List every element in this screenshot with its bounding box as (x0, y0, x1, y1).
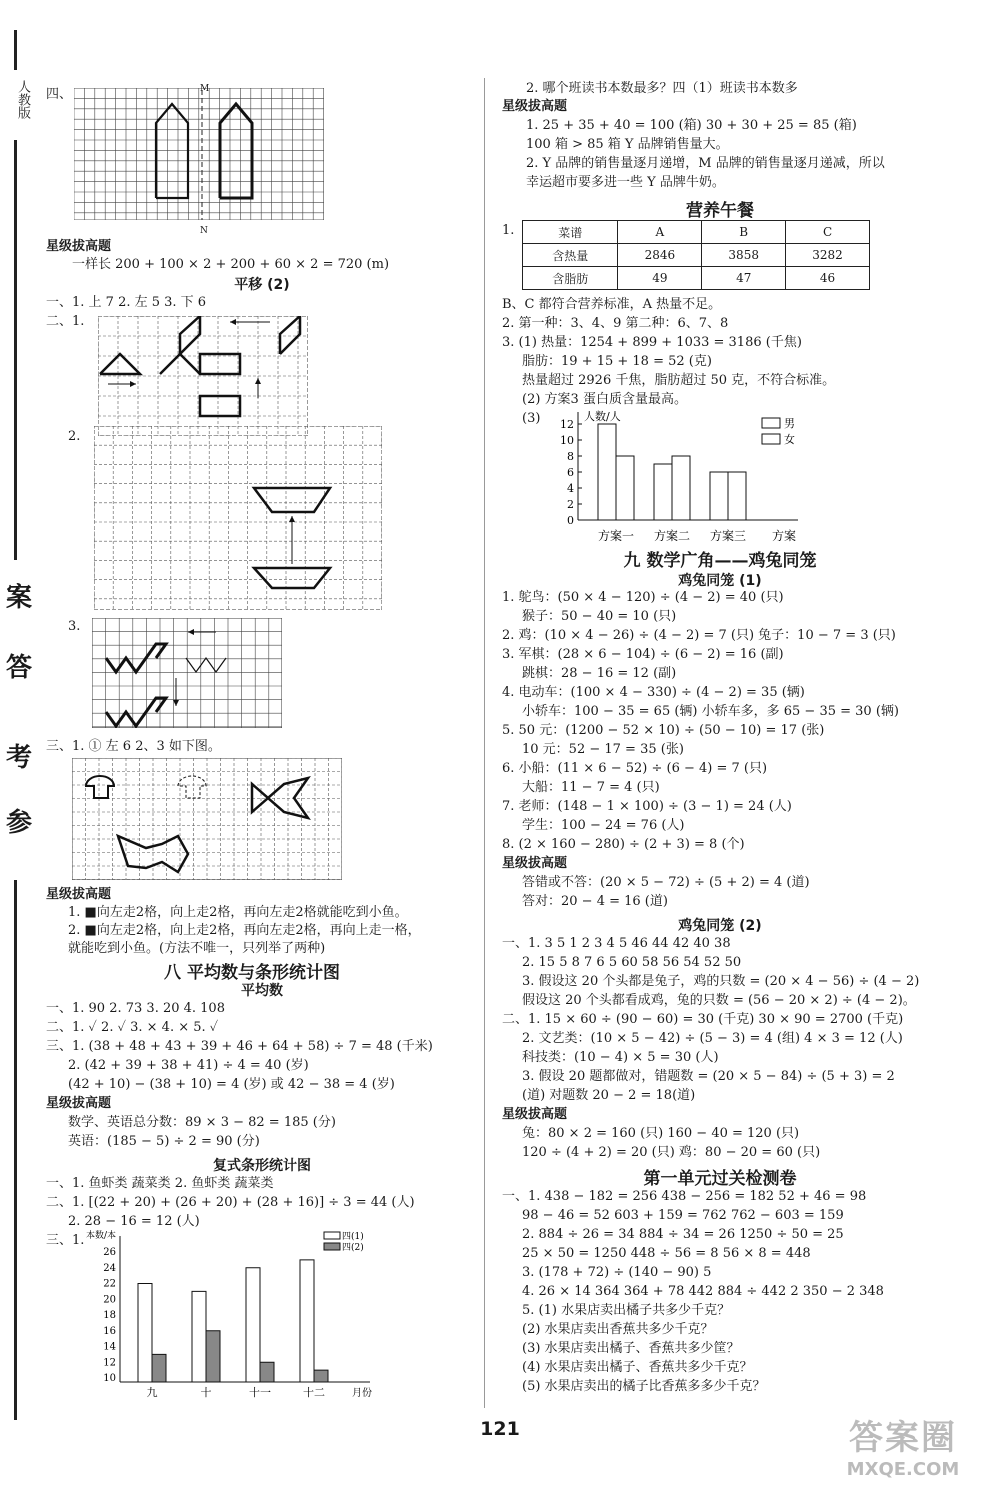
cr2-line-3: 3. 假设这 20 个头都是兔子，鸡的只数 = (20 × 4 − 56) ÷ (4 − 2) (522, 974, 920, 989)
pingyi-answer-2: 二、1. (46, 314, 85, 329)
right-line-1: 2. 哪个班读书本数最多？四（1）班读书本数多 (526, 81, 798, 96)
pingyi-answer-3: 2. (68, 429, 81, 444)
legend-swatch-2 (324, 1243, 340, 1250)
cr2-line-4: 假设这 20 个头都看成鸡，兔的只数 = (56 − 20 × 2) ÷ (4 − 2)。 (522, 993, 916, 1008)
right-line-8: 3. (1) 热量：1254 + 899 + 1033 = 3186 (千焦) (502, 335, 802, 350)
bar-chart-plans (548, 408, 848, 544)
cr2-line-8: 3. 假设 20 题都做对，错题数 = (20 × 5 − 84) ÷ (5 + 3) = 2 (522, 1069, 895, 1084)
bar-male (654, 464, 672, 520)
cr2-line-9: (道) 对题数 20 − 2 = 18(道) (522, 1088, 696, 1103)
legend-label-1: 四(1) (342, 1232, 364, 1242)
axis-label-m: M (200, 84, 210, 94)
x-tick-label: 方案 (771, 529, 797, 543)
u1-line-4: 25 × 50 = 1250 448 ÷ 56 = 8 56 × 8 = 448 (522, 1246, 811, 1261)
table-question-number: 1. (502, 223, 515, 238)
cr1-line-13: 学生：100 − 24 = 76 (人) (522, 818, 685, 833)
y-tick-label: 10 (560, 434, 574, 447)
x-tick-label: 十二 (303, 1386, 325, 1399)
title-chicken-rabbit-2: 鸡兔同笼 (2) (678, 918, 762, 934)
compound-answer-1: 一、1. 鱼虾类 蔬菜类 2. 鱼虾类 蔬菜类 (46, 1176, 274, 1191)
section-title-stars-3: 星级拔高题 (46, 1096, 112, 1111)
bar-female (672, 456, 690, 520)
page-number: 121 (480, 1418, 520, 1440)
cr1-line-11: 大船：11 − 7 = 4 (只) (522, 780, 660, 795)
table-header-cell: 菜谱 (523, 221, 618, 244)
unit8-title: 八 平均数与条形统计图 (164, 963, 340, 983)
unit9-title: 九 数学广角——鸡兔同笼 (623, 551, 817, 571)
bar-series-1 (300, 1260, 314, 1382)
legend-swatch-male (762, 418, 780, 428)
table-cell: 3858 (702, 244, 786, 267)
y-axis-label: 本数/本 (86, 1231, 117, 1241)
y-tick-label: 10 (103, 1373, 116, 1384)
legend-label-2: 四(2) (342, 1243, 364, 1253)
bar-series-1 (246, 1268, 260, 1382)
y-tick-label: 12 (560, 418, 574, 431)
table-row (523, 244, 870, 267)
cr2-line-5: 二、1. 15 × 60 ÷ (90 − 60) = 30 (千克) 30 × 90 = 2700 (千克) (502, 1012, 904, 1027)
watermark-text-bottom: MXQE.COM (846, 1459, 960, 1480)
x-tick-label: 方案三 (709, 529, 747, 543)
unit1-test-title: 第一单元过关检测卷 (643, 1169, 797, 1189)
pingyi-answer-4: 3. (68, 619, 81, 634)
right-section-stars-1: 星级拔高题 (502, 99, 568, 114)
sidebar-rule-mid (14, 140, 17, 560)
avg-answer-2: 二、1. ✓ 2. ✓ 3. × 4. × 5. ✓ (46, 1020, 219, 1035)
u1-line-8: (2) 水果店卖出香蕉共多少千克？ (522, 1322, 714, 1337)
u1-line-3: 2. 884 ÷ 26 = 34 884 ÷ 34 = 26 1250 ÷ 50 = 25 (522, 1227, 844, 1242)
y-tick-label: 18 (103, 1310, 116, 1321)
y-tick-label: 26 (103, 1247, 116, 1258)
grid-translation-2 (94, 426, 382, 610)
cr1-line-5: 跳棋：28 − 16 = 12 (副) (522, 666, 677, 681)
stars2-line-2: 2. ■向左走2格，向上走2格，再向左走2格，再向上走一格， (68, 923, 421, 938)
y-tick-label: 8 (567, 450, 574, 463)
cr1-line-9: 10 元：52 − 17 = 35 (张) (522, 742, 684, 757)
y-tick-label: 20 (103, 1294, 116, 1306)
y-tick-label: 6 (567, 466, 574, 479)
u1-line-10: (4) 水果店卖出橘子、香蕉共多少千克？ (522, 1360, 753, 1375)
nutrition-table (522, 220, 870, 290)
section-title-stars-2: 星级拔高题 (46, 887, 112, 902)
table-header-cell: C (786, 221, 870, 244)
stars2-line-3: 就能吃到小鱼。(方法不唯一，只列举了两种) (68, 941, 326, 956)
cr1-line-6: 4. 电动车：(100 × 4 − 330) ÷ (4 − 2) = 35 (辆) (502, 685, 805, 700)
cr1-line-10: 6. 小船：(11 × 6 − 52) ÷ (6 − 4) = 7 (只) (502, 761, 768, 776)
cr2-line-11: 120 ÷ (4 + 2) = 20 (只) 鸡：80 − 20 = 60 (只) (522, 1145, 821, 1160)
cr2-line-1: 一、1. 3 5 1 2 3 4 5 46 44 42 40 38 (502, 936, 731, 951)
grid-translation-1 (98, 316, 308, 436)
bar-series-2 (152, 1354, 166, 1382)
y-tick-label: 0 (567, 514, 574, 527)
table-header-cell: A (618, 221, 702, 244)
cr1-line-12: 7. 老师：(148 − 1 × 100) ÷ (3 − 1) = 24 (人) (502, 799, 792, 814)
bar-male (710, 472, 728, 520)
watermark-logo (818, 1410, 988, 1480)
x-tick-label: 方案一 (597, 529, 635, 543)
bar-male (598, 424, 616, 520)
right-line-4: 2. Y 品牌的销售量逐月递增，M 品牌的销售量逐月递减，所以 (526, 156, 885, 171)
x-tick-label: 九 (146, 1386, 158, 1399)
cr2-line-7: 科技类：(10 − 4) × 5 = 30 (人) (522, 1050, 719, 1065)
table-cell: 3282 (786, 244, 870, 267)
grid-translation-4 (72, 758, 342, 880)
right-section-stars-2: 星级拔高题 (502, 856, 568, 871)
right-line-10: 热量超过 2926 千焦，脂肪超过 50 克，不符合标准。 (522, 373, 836, 388)
right-line-3: 100 箱 > 85 箱 Y 品牌销售量大。 (526, 137, 729, 152)
title-nutrition-lunch: 营养午餐 (686, 201, 754, 221)
legend-label-male: 男 (784, 417, 795, 430)
avg-answer-1: 一、1. 90 2. 73 3. 20 4. 108 (46, 1001, 225, 1016)
cr1-line-2: 猴子：50 − 40 = 10 (只) (522, 609, 677, 624)
pingyi-answer-1: 一、1. 上 7 2. 左 5 3. 下 6 (46, 295, 207, 310)
title-chicken-rabbit-1: 鸡兔同笼 (1) (678, 573, 762, 589)
avg-answer-3: 三、1. (38 + 48 + 43 + 39 + 46 + 64 + 58) ÷ 7 = 48 (千米) (46, 1039, 433, 1054)
cr1-line-15: 答错或不答：(20 × 5 − 72) ÷ (5 + 2) = 4 (道) (522, 875, 810, 890)
table-cell: 49 (618, 267, 702, 290)
right-line-2: 1. 25 + 35 + 40 = 100 (箱) 30 + 30 + 25 = 85 (箱) (526, 118, 857, 133)
avg-answer-4: 2. (42 + 39 + 38 + 41) ÷ 4 = 40 (岁) (68, 1058, 309, 1073)
section-title-stars-1: 星级拔高题 (46, 239, 112, 254)
title-compound-bar: 复式条形统计图 (213, 1158, 311, 1174)
bar-series-1 (192, 1291, 206, 1382)
compound-answer-3: 2. 28 − 16 = 12 (人) (68, 1214, 200, 1229)
u1-line-2: 98 − 46 = 52 603 + 159 = 762 762 − 603 = 159 (522, 1208, 844, 1223)
y-axis-label: 人数/人 (584, 410, 621, 423)
bar-series-2 (260, 1362, 274, 1382)
stars2-line-1: 1. ■向左走2格，向上走2格，再向左走2格就能吃到小鱼。 (68, 905, 408, 920)
bar-female (616, 456, 634, 520)
sidebar-rule-bottom (14, 880, 17, 1420)
title-average: 平均数 (241, 983, 283, 999)
sidebar-char-3: 答 (5, 653, 32, 683)
table-header-cell: B (702, 221, 786, 244)
y-tick-label: 12 (103, 1357, 116, 1369)
cr1-line-1: 1. 鸵鸟：(50 × 4 − 120) ÷ (4 − 2) = 40 (只) (502, 590, 784, 605)
y-tick-label: 2 (567, 498, 574, 511)
sidebar (0, 0, 40, 1496)
stars3-line-1: 数学、英语总分数：89 × 3 − 82 = 185 (分) (68, 1115, 336, 1130)
y-tick-label: 24 (103, 1262, 116, 1274)
x-axis-label: 月份 (352, 1388, 372, 1399)
cr1-line-4: 3. 军棋：(28 × 6 − 104) ÷ (6 − 2) = 16 (副) (502, 647, 784, 662)
column-divider (484, 78, 485, 1408)
pingyi-answer-5: 三、1. ① 左 6 2、3 如下图。 (46, 739, 221, 754)
axis-label-n: N (200, 226, 208, 236)
y-tick-label: 4 (567, 482, 574, 495)
x-tick-label: 方案二 (653, 529, 691, 543)
cr1-line-8: 5. 50 元：(1200 − 52 × 10) ÷ (50 − 10) = 17 (张) (502, 723, 825, 738)
legend-label-female: 女 (784, 433, 795, 446)
avg-answer-5: (42 + 10) − (38 + 10) = 4 (岁) 或 42 − 38 = 4 (岁) (68, 1077, 395, 1092)
table-cell: 46 (786, 267, 870, 290)
bar-chart-reading (80, 1228, 380, 1408)
y-tick-label: 22 (103, 1278, 116, 1290)
compound-answer-4: 三、1. (46, 1233, 85, 1248)
u1-line-9: (3) 水果店卖出橘子、香蕉共多少筐？ (522, 1341, 740, 1356)
q4-label: 四、 (46, 87, 73, 102)
table-cell: 2846 (618, 244, 702, 267)
stars1-answer: 一样长 200 + 100 × 2 + 200 + 60 × 2 = 720 (m) (72, 257, 390, 272)
table-row (523, 267, 870, 290)
sidebar-char-1: 参 (5, 808, 32, 838)
compound-answer-2: 二、1. [(22 + 20) + (26 + 20) + (28 + 16)] ÷ 3 = 44 (人) (46, 1195, 415, 1210)
sidebar-char-4: 案 (5, 583, 32, 613)
cr1-line-14: 8. (2 × 160 − 280) ÷ (2 + 3) = 8 (个) (502, 837, 745, 852)
legend-swatch-1 (324, 1232, 340, 1239)
grid-symmetry (74, 88, 324, 220)
u1-line-5: 3. (178 + 72) ÷ (140 − 90) 5 (522, 1265, 712, 1280)
cr2-line-2: 2. 15 5 8 7 6 5 60 58 56 54 52 50 (522, 955, 742, 970)
stars3-line-2: 英语：(185 − 5) ÷ 2 = 90 (分) (68, 1134, 260, 1149)
right-line-9: 脂肪：19 + 15 + 18 = 52 (克) (522, 354, 712, 369)
sidebar-edition-label: 人教版 (15, 80, 30, 119)
right-line-12: (3) (522, 411, 541, 426)
bar-female (728, 472, 746, 520)
u1-line-7: 5. (1) 水果店卖出橘子共多少千克？ (522, 1303, 731, 1318)
cr2-line-6: 2. 文艺类：(10 × 5 − 42) ÷ (5 − 3) = 4 (组) 4 × 3 = 12 (人) (522, 1031, 903, 1046)
right-line-11: (2) 方案3 蛋白质含量最高。 (522, 392, 687, 407)
cr1-line-16: 答对：20 − 4 = 16 (道) (522, 894, 668, 909)
legend-swatch-female (762, 434, 780, 444)
right-line-7: 2. 第一种：3、4、9 第二种：6、7、8 (502, 316, 729, 331)
table-cell: 47 (702, 267, 786, 290)
table-row (523, 221, 870, 244)
cr1-line-3: 2. 鸡：(10 × 4 − 26) ÷ (4 − 2) = 7 (只) 兔子：10 − 7 = 3 (只) (502, 628, 896, 643)
right-line-6: B、C 都符合营养标准，A 热量不足。 (502, 297, 722, 312)
right-section-stars-3: 星级拔高题 (502, 1107, 568, 1122)
title-pingyi-2: 平移 (2) (234, 277, 290, 293)
grid-translation-3 (92, 618, 282, 728)
u1-line-11: (5) 水果店卖出的橘子比香蕉多多少千克？ (522, 1379, 766, 1394)
table-cell: 含热量 (523, 244, 618, 267)
watermark-text-top: 答案圈 (849, 1418, 957, 1458)
x-tick-label: 十 (200, 1386, 212, 1399)
sidebar-char-2: 考 (5, 743, 32, 773)
cr1-line-7: 小轿车：100 − 35 = 65 (辆) 小轿车多，多 65 − 35 = 30 (辆) (522, 704, 899, 719)
bar-series-1 (138, 1284, 152, 1383)
u1-line-1: 一、1. 438 − 182 = 256 438 − 256 = 182 52 + 46 = 98 (502, 1189, 867, 1204)
sidebar-rule-top (14, 30, 17, 70)
bar-series-2 (314, 1370, 328, 1382)
y-tick-label: 16 (103, 1325, 116, 1337)
u1-line-6: 4. 26 × 14 364 364 + 78 442 884 ÷ 442 2 350 − 2 348 (522, 1284, 884, 1299)
y-tick-label: 14 (103, 1341, 116, 1353)
right-line-5: 幸运超市要多进一些 Y 品牌牛奶。 (526, 175, 725, 190)
x-tick-label: 十一 (249, 1386, 271, 1399)
cr2-line-10: 兔：80 × 2 = 160 (只) 160 − 40 = 120 (只) (522, 1126, 800, 1141)
bar-series-2 (206, 1331, 220, 1382)
table-cell: 含脂肪 (523, 267, 618, 290)
